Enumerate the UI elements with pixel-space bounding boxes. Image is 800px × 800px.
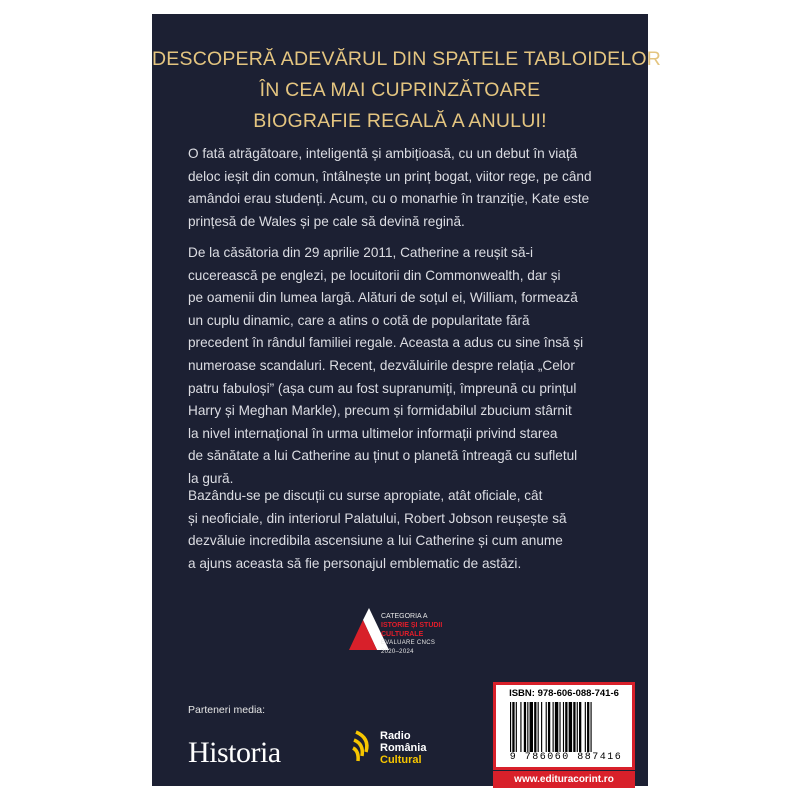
text-line: De la căsătoria din 29 aprilie 2011, Catherine a reușit să-i bbox=[188, 245, 534, 260]
text-line: un cuplu dinamic, care a atins o cotă de popularitate fără bbox=[188, 312, 530, 328]
partners-label: Parteneri media: bbox=[188, 704, 266, 716]
radio-word: România bbox=[380, 742, 427, 754]
seal-domain: CULTURALE bbox=[381, 631, 424, 638]
radio-waves-icon bbox=[352, 728, 378, 768]
barcode-bar bbox=[546, 702, 547, 752]
barcode-bar bbox=[534, 702, 536, 752]
radio-romania-cultural-logo bbox=[352, 728, 442, 774]
isbn-barcode-box bbox=[493, 682, 635, 770]
text-line: numeroase scandaluri. Recent, dezvăluirile despre relația „Celor bbox=[188, 357, 575, 373]
barcode-bar bbox=[512, 702, 514, 752]
barcode-bar bbox=[548, 702, 550, 752]
barcode-icon bbox=[510, 702, 630, 752]
text-line: precedent în rândul familiei regale. Aceasta a adus cu sine însă și bbox=[188, 335, 584, 351]
radio-word: Cultural bbox=[380, 754, 422, 766]
barcode-bar bbox=[587, 702, 589, 752]
barcode-bar bbox=[585, 702, 586, 752]
seal-domain: ISTORIE ȘI STUDII bbox=[381, 622, 443, 629]
headline bbox=[152, 44, 662, 137]
text-line: deloc ieșit din comun, întâlnește un prinț bogat, viitor rege, pe când bbox=[188, 168, 592, 184]
barcode-bar bbox=[573, 702, 575, 752]
text-line: la gură. bbox=[188, 470, 234, 486]
paragraph-author bbox=[188, 485, 618, 575]
barcode-bar bbox=[591, 702, 592, 752]
text-line: pe oamenii din lumea largă. Alături de soțul ei, William, formează bbox=[188, 290, 578, 306]
cncs-category-seal bbox=[347, 606, 443, 657]
barcode-bar bbox=[559, 702, 560, 752]
isbn-label: ISBN: 978-606-088-741-6 bbox=[509, 688, 619, 699]
text-line: amândoi erau studenți. Acum, cu o monarhie în tranziție, Kate este bbox=[188, 191, 590, 207]
barcode-bar bbox=[579, 702, 581, 752]
book-back-cover bbox=[152, 14, 662, 786]
text-line: și neoficiale, din interiorul Palatului, Robert Jobson reușește să bbox=[188, 510, 567, 526]
barcode-bar bbox=[538, 702, 539, 752]
barcode-bar bbox=[569, 702, 572, 752]
radio-text bbox=[380, 730, 426, 766]
barcode-bar bbox=[555, 702, 558, 752]
publisher-website-bar bbox=[493, 771, 635, 788]
text-line: dezvăluie incredibila ascensiune a lui Catherine și cum anume bbox=[188, 533, 563, 549]
barcode-digits: 9 786060 887416 bbox=[509, 752, 623, 763]
seal-category: CATEGORIA A bbox=[381, 613, 428, 620]
barcode-bar bbox=[520, 702, 521, 752]
seal-evaluation: EVALUARE CNCS bbox=[381, 640, 436, 646]
text-line: Bazându-se pe discuții cu surse apropiate, atât oficiale, cât bbox=[188, 488, 543, 503]
text-line: patru fabuloși” (așa cum au fost supranumiți, împreună cu prințul bbox=[188, 380, 577, 396]
text-line: de sănătate a lui Catherine au ținut o planetă întreagă cu sufletul bbox=[188, 448, 578, 464]
headline-line: BIOGRAFIE REGALĂ A ANULUI! bbox=[253, 110, 547, 132]
historia-logo: Historia bbox=[188, 736, 281, 769]
barcode-bar bbox=[541, 702, 542, 752]
radio-word: Radio bbox=[380, 730, 411, 742]
text-line: cucerească pe englezi, pe locuitorii din Commonwealth, dar și bbox=[188, 267, 561, 283]
seal-years: 2020–2024 bbox=[381, 649, 414, 655]
barcode-bar bbox=[565, 702, 567, 752]
headline-line: DESCOPERĂ ADEVĂRUL DIN SPATELE TABLOIDELOR bbox=[152, 48, 662, 70]
paragraph-marriage bbox=[188, 242, 618, 491]
barcode-bar bbox=[516, 702, 517, 752]
barcode-bar bbox=[553, 702, 554, 752]
paragraph-intro bbox=[188, 143, 618, 233]
text-line: prințesă de Wales și pe cale să devină regină. bbox=[188, 213, 465, 229]
publisher-website[interactable]: www.edituracorint.ro bbox=[514, 774, 614, 785]
barcode-bar bbox=[530, 702, 533, 752]
text-line: la nivel internațional în urma ultimelor informații privind starea bbox=[188, 425, 558, 441]
barcode-bar bbox=[527, 702, 528, 752]
text-line: a ajuns aceasta să fie personajul emblematic de astăzi. bbox=[188, 555, 522, 571]
headline-line: ÎN CEA MAI CUPRINZĂTOARE bbox=[259, 79, 541, 101]
barcode-bar bbox=[510, 702, 511, 752]
text-line: O fată atrăgătoare, inteligentă și ambițioasă, cu un debut în viață bbox=[188, 146, 578, 161]
barcode-bar bbox=[577, 702, 578, 752]
barcode-bar bbox=[524, 702, 526, 752]
barcode-bar bbox=[563, 702, 564, 752]
text-line: Harry și Meghan Markle), precum și formidabilul zbucium stârnit bbox=[188, 403, 572, 419]
seal-text bbox=[381, 612, 481, 657]
